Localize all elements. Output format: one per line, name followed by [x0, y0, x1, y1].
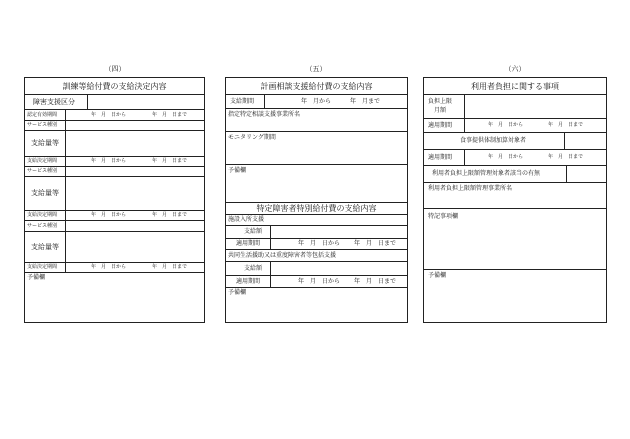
payment-period-from: 年 月から — [301, 98, 332, 105]
decision-period-from-1: 年 月 日から — [91, 158, 127, 164]
panel3-title: 利用者負担に関する事項 — [471, 82, 559, 91]
payment-period-to: 年 月まで — [350, 98, 381, 105]
apply-period-from-2: 年 月 日から — [298, 278, 341, 285]
decision-period-to-2: 年 月 日まで — [152, 212, 188, 218]
apply-period-label-2: 適用期間 — [236, 278, 261, 285]
panel3-apply-period-from: 年 月 日から — [488, 122, 524, 128]
decision-period-label-1: 支給決定期間 — [27, 158, 58, 164]
amount-label-2: 支給量等 — [31, 189, 59, 197]
meal-label: 食事提供体制加算対象者 — [460, 137, 527, 144]
user-burden-panel — [423, 77, 607, 323]
decision-period-label-3: 支給決定期間 — [27, 264, 58, 270]
apply-period-label: 適用期間 — [236, 240, 261, 247]
plan-consultation-panel — [225, 77, 408, 323]
decision-period-to-1: 年 月 日まで — [152, 158, 188, 164]
provider-name-label: 指定特定相談支援事業所名 — [228, 111, 301, 118]
payment-period-label: 支給期間 — [230, 98, 255, 105]
amount-label-1: 支給量等 — [31, 139, 59, 147]
payment-amount-label-2: 支給額 — [244, 265, 263, 272]
special-notes-label: 特記事項欄 — [428, 213, 459, 220]
cap-label-line2: 月額 — [434, 107, 447, 114]
apply-period-to-2: 年 月 日まで — [354, 278, 397, 285]
decision-period-from-3: 年 月 日から — [91, 264, 127, 270]
group-home-label: 共同生活援助又は重度障害者等包括支援 — [228, 252, 337, 259]
decision-period-label-2: 支給決定期間 — [27, 212, 58, 218]
apply-period-to: 年 月 日まで — [354, 240, 397, 247]
panel3-apply-period-label-2: 適用期間 — [428, 154, 453, 161]
panel3-apply-period-from-2: 年 月 日から — [488, 154, 524, 160]
disability-class-label: 障害支援区分 — [33, 98, 75, 106]
monitoring-label: モニタリング期間 — [228, 134, 276, 141]
cap-office-label: 利用者負担上限額管理事業所名 — [428, 185, 513, 192]
amount-label-3: 支給量等 — [31, 243, 59, 251]
panel2-remarks2-label: 予備欄 — [228, 289, 247, 296]
cert-period-to: 年 月 日まで — [152, 112, 188, 118]
cap-mgmt-label: 利用者負担上限額管理対象者該当の有無 — [432, 170, 541, 177]
training-benefit-panel — [24, 77, 205, 323]
panel-label-6: （六） — [504, 65, 526, 73]
cert-period-from: 年 月 日から — [91, 112, 127, 118]
decision-period-to-3: 年 月 日まで — [152, 264, 188, 270]
apply-period-from: 年 月 日から — [298, 240, 341, 247]
panel1-title: 訓練等給付費の支給決定内容 — [62, 82, 167, 91]
panel3-remarks-label: 予備欄 — [428, 272, 447, 279]
panel1-remarks-label: 予備欄 — [27, 274, 46, 281]
decision-period-from-2: 年 月 日から — [91, 212, 127, 218]
service-type-label-2: サービス種別 — [27, 168, 58, 174]
panel2-title: 計画相談支援給付費の支給内容 — [260, 82, 373, 91]
panel2-remarks-label: 予備欄 — [228, 167, 247, 174]
panel-label-4: （四） — [104, 65, 126, 73]
panel-label-5: （五） — [305, 65, 327, 73]
panel3-apply-period-to: 年 月 日まで — [548, 122, 584, 128]
panel3-apply-period-label: 適用期間 — [428, 122, 453, 129]
service-type-label-1: サービス種別 — [27, 122, 58, 128]
payment-amount-label: 支給額 — [244, 228, 263, 235]
cap-label-line1: 負担上限 — [428, 98, 453, 105]
facility-label: 施設入所支援 — [228, 216, 265, 223]
service-type-label-3: サービス種別 — [27, 223, 58, 229]
cert-period-label: 認定有効期間 — [27, 112, 58, 118]
panel2-title2: 特定障害者特別給付費の支給内容 — [256, 204, 377, 213]
panel3-apply-period-to-2: 年 月 日まで — [548, 154, 584, 160]
